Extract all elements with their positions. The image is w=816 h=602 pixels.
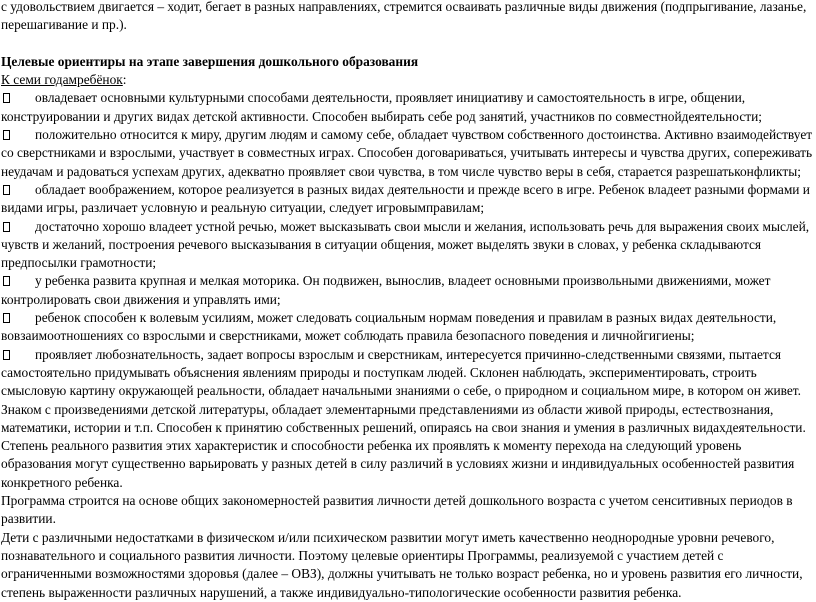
bullet-box-icon xyxy=(3,350,10,360)
list-item xyxy=(1,309,815,346)
bullet-box-icon xyxy=(3,313,10,323)
list-item-text: обладает воображением, которое реализуется в разных видах деятельности и прежде всего в игре. Ребенок владеет разными формами и видами игры, различает условную и реальную ситуации, следует игровымправилам; xyxy=(1,181,810,216)
subheading: К семи годамребёнок xyxy=(1,72,123,88)
bullet-box-icon xyxy=(3,222,10,232)
body-paragraph: Программа строится на основе общих закономерностей развития личности детей дошкольного возраста с учетом сенситивных периодов в развитии. xyxy=(1,493,793,527)
list-item xyxy=(1,218,815,273)
list-item-text: положительно относится к миру, другим людям и самому себе, обладает чувством собственного достоинства. Активно взаимодействует со сверстниками и взрослыми, участвует в совместных играх. Способен договариваться, учитывать интересы и чувства других, сопереживать неудачам и радоваться успехам других, адекватно проявляет свои чувства, в том числе чувство веры в себя, старается разрешатьконфликты; xyxy=(1,127,813,179)
list-item xyxy=(1,346,815,437)
list-item xyxy=(1,89,815,126)
blank-line xyxy=(1,35,815,53)
list-item-text: у ребенка развита крупная и мелкая моторика. Он подвижен, вынослив, владеет основными произвольными движениями, может контролировать свои движения и управлять ими; xyxy=(1,273,771,307)
list-item xyxy=(1,181,815,218)
bullet-box-icon xyxy=(3,185,10,195)
bullet-box-icon xyxy=(3,276,10,286)
list-item-text: овладевает основными культурными способами деятельности, проявляет инициативу и самостоятельность в игре, общении, конструировании и других видах детской активности. Способен выбирать себе род занятий, участников по совместнойдеятельности; xyxy=(1,90,763,124)
section-heading: Целевые ориентиры на этапе завершения дошкольного образования xyxy=(1,53,419,69)
list-item-text: достаточно хорошо владеет устной речью, может высказывать свои мысли и желания, использовать речь для выражения своих мыслей, чувств и желаний, построения речевого высказывания в ситуации общения, может выделять звуки в словах, у ребенка складываются предпосылки грамотности; xyxy=(1,218,810,271)
document-page xyxy=(1,0,815,602)
bullet-box-icon xyxy=(3,130,10,140)
list-item xyxy=(1,126,815,181)
bullet-box-icon xyxy=(3,93,10,103)
body-paragraph: Дети с различными недостатками в физическом и/или психическом развитии могут иметь качественно неоднородные уровни речевого, познавательного и социального развития личности. Поэтому целевые ориентиры Программы, реализуемой с участием детей с ограниченными возможностями здоровья (далее – ОВЗ), должны учитывать не только возраст ребенка, но и уровень развития его личности, степень выраженности различных нарушений, а также индивидуально-типологические особенности развития ребенка. xyxy=(1,529,803,600)
list-item-text: ребенок способен к волевым усилиям, может следовать социальным нормам поведения и правилам в разных видах деятельности, вовзаимоотношениях со взрослыми и сверстниками, может соблюдать правила безопасного поведения и личнойгигиены; xyxy=(1,310,777,344)
subheading-line xyxy=(1,71,815,89)
intro-paragraph: с удовольствием двигается – ходит, бегает в разных направлениях, стремится осваивать различные виды движения (подпрыгивание, лазанье, перешагивание и пр.). xyxy=(1,0,807,33)
list-item xyxy=(1,272,815,309)
body-paragraph: Степень реального развития этих характеристик и способности ребенка их проявлять к моменту перехода на следующий уровень образования могут существенно варьировать у разных детей в силу различий в условиях жизни и индивидуальных особенностей развития конкретного ребенка. xyxy=(1,438,795,490)
subheading-colon: : xyxy=(122,72,127,88)
list-item-text: проявляет любознательность, задает вопросы взрослым и сверстникам, интересуется причинно-следственными связями, пытается самостоятельно придумывать объяснения явлениям природы и поступкам людей. Склонен наблюдать, экспериментировать, строить смысловую картину окружающей реальности, обладает начальными знаниями о себе, о природном и социальном мире, в котором он живет. Знаком с произведениями детской литературы, обладает элементарными представлениями из области живой природы, естествознания, математики, истории и т.п. Способен к принятию собственных решений, опираясь на свои знания и умения в различных видахдеятельности. xyxy=(1,346,806,435)
